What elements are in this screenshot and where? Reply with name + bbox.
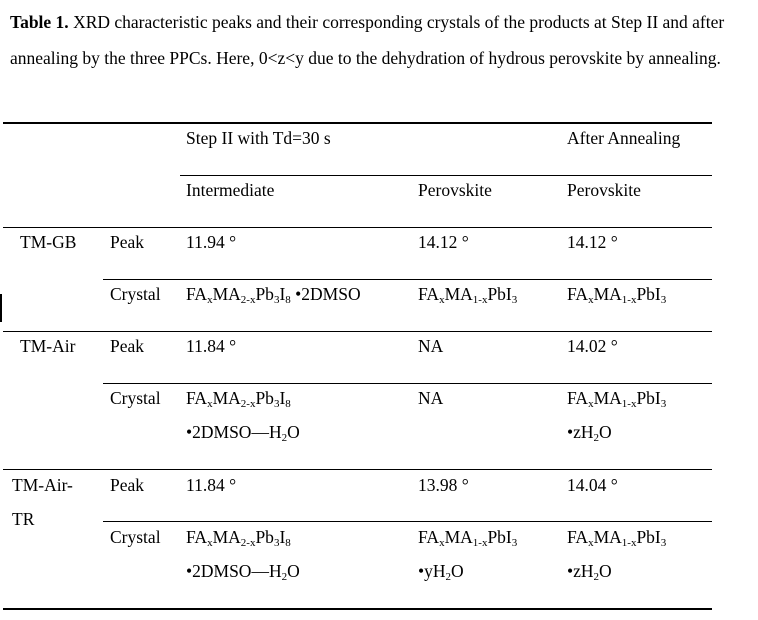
- row-name-tmgb: TM-GB: [20, 232, 77, 252]
- tmair-peak-label: Peak: [110, 336, 145, 356]
- tmgb-crystal-suffix: •2DMSO: [290, 284, 361, 304]
- tmair-peak-perovskite: NA: [418, 336, 444, 356]
- tmairtr-crystal-after: $FA_xMA_{1-x}PbI_3$: [567, 527, 667, 549]
- header-after-annealing: After Annealing: [567, 128, 681, 148]
- tmairtr-crystal-intermediate: $FA_xMA_{2-x}Pb_3I_8$: [186, 527, 291, 549]
- tmairtr-peak-label: Peak: [110, 475, 145, 495]
- tmair-crystal-intermediate-line2: $•2DMSO—H_2O$: [186, 422, 300, 444]
- tmair-crystal-after: $FA_xMA_{1-x}PbI_3$: [567, 388, 667, 410]
- header-perovskite-after: Perovskite: [567, 180, 641, 200]
- tmairtr-crystal-perovskite-line2: $•yH_2O$: [418, 561, 464, 583]
- tmair-line2a-text: •2DMSO—H: [186, 422, 282, 442]
- caption-label: Table 1.: [10, 12, 69, 32]
- margin-mark: [0, 294, 2, 322]
- tmairtr-line2b-text: •yH: [418, 561, 446, 581]
- tmair-crystal-perovskite: NA: [418, 388, 444, 408]
- tmgb-peak-intermediate: 11.94 °: [186, 232, 237, 252]
- tmairtr-peak-after: 14.04 °: [567, 475, 618, 495]
- tmairtr-peak-intermediate: 11.84 °: [186, 475, 237, 495]
- row-name-tmairtr-line1: TM-Air-: [12, 475, 73, 495]
- table-caption: [10, 4, 755, 76]
- header-perovskite-step2: Perovskite: [418, 180, 492, 200]
- tmairtr-crystal-intermediate-line2: $•2DMSO—H_2O$: [186, 561, 300, 583]
- tmgb-peak-label: Peak: [110, 232, 145, 252]
- tmgb-inner-rule: [103, 279, 712, 280]
- tmairtr-crystal-after-line2: $•zH_2O$: [567, 561, 612, 583]
- tmair-crystal-label: Crystal: [110, 388, 161, 408]
- tmgb-crystal-perovskite: $FA_xMA_{1-x}PbI_3$: [418, 284, 518, 306]
- row-name-tmairtr-line2: TR: [12, 509, 35, 529]
- tmgb-crystal-after: $FA_xMA_{1-x}PbI_3$: [567, 284, 667, 306]
- tmair-crystal-intermediate: $FA_xMA_{2-x}Pb_3I_8$: [186, 388, 291, 410]
- tmgb-peak-after: 14.12 °: [567, 232, 618, 252]
- row-name-tmair: TM-Air: [20, 336, 76, 356]
- tmgb-bottom-rule: [3, 331, 712, 332]
- tmairtr-line2c-text: •zH: [567, 561, 594, 581]
- tmair-inner-rule: [103, 383, 712, 384]
- caption-text: XRD characteristic peaks and their corresponding crystals of the products at Step II and after annealing by the three PPCs. Here, 0<z<y due to the dehydration of hydrous perovskite by annealing.: [10, 12, 725, 68]
- tmair-line2c-text: •zH: [567, 422, 594, 442]
- tmairtr-inner-rule: [103, 521, 712, 522]
- bottom-rule: [3, 608, 712, 610]
- tmair-bottom-rule: [3, 469, 712, 470]
- header-subrule: [180, 175, 712, 176]
- tmgb-peak-perovskite: 14.12 °: [418, 232, 469, 252]
- top-rule: [3, 122, 712, 124]
- tmairtr-crystal-label: Crystal: [110, 527, 161, 547]
- header-intermediate: Intermediate: [186, 180, 275, 200]
- tmair-crystal-after-line2: $•zH_2O$: [567, 422, 612, 444]
- header-bottom-rule: [3, 227, 712, 228]
- tmairtr-peak-perovskite: 13.98 °: [418, 475, 469, 495]
- tmgb-crystal-intermediate: $FA_xMA_{2-x}Pb_3I_8$ •2DMSO: [186, 284, 361, 306]
- tmair-peak-after: 14.02 °: [567, 336, 618, 356]
- tmair-peak-intermediate: 11.84 °: [186, 336, 237, 356]
- tmairtr-crystal-perovskite: $FA_xMA_{1-x}PbI_3$: [418, 527, 518, 549]
- tmairtr-line2a-text: •2DMSO—H: [186, 561, 282, 581]
- tmgb-crystal-label: Crystal: [110, 284, 161, 304]
- header-step2: Step II with Td=30 s: [186, 128, 331, 148]
